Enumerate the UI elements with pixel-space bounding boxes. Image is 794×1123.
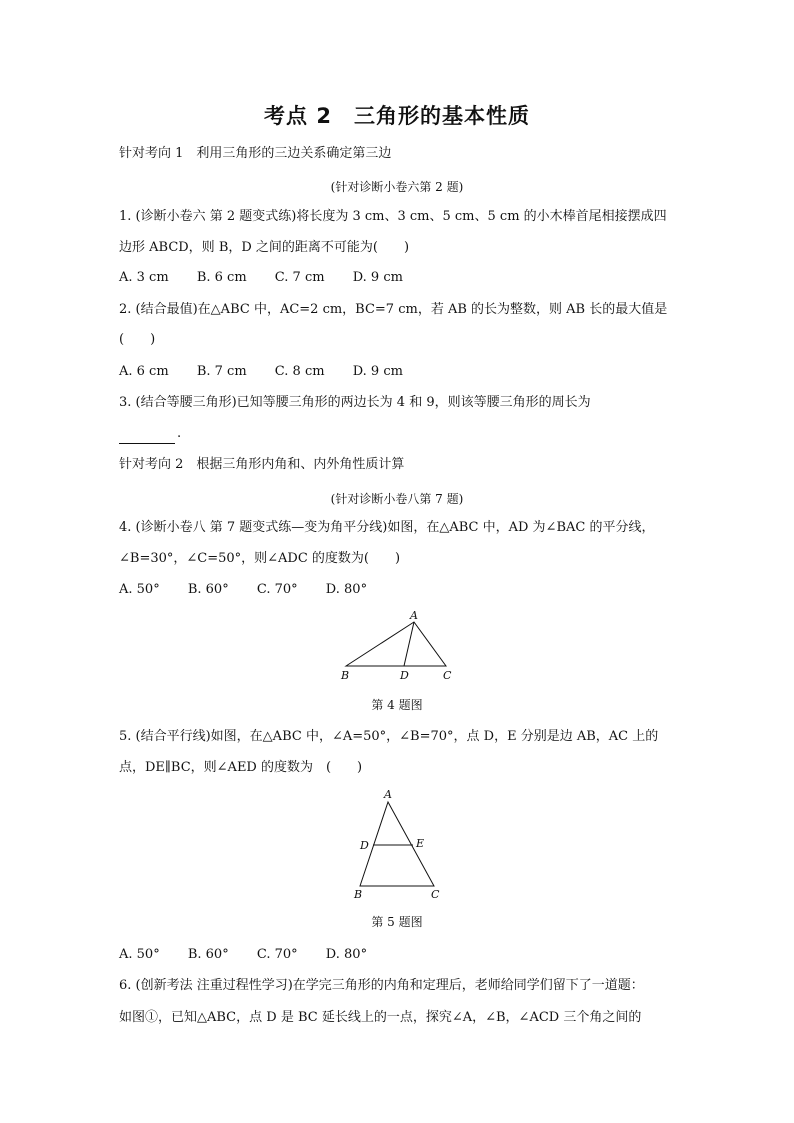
choice-c: C. 70°	[256, 582, 298, 597]
question-6-line-2: 如图①，已知△ABC，点 D 是 BC 延长线上的一点，探究∠A，∠B，∠ACD 三个角之间的	[119, 1010, 642, 1025]
figure-5-triangle	[346, 786, 446, 904]
question-2-line-1: 2. (结合最值)在△ABC 中，AC=2 cm，BC=7 cm，若 AB 的长为整数，则 AB 长的最大值是	[119, 302, 668, 317]
section-heading-2: 针对考向 2 根据三角形内角和、内外角性质计算	[119, 457, 405, 472]
section-note-2: (针对诊断小卷八第 7 题)	[330, 492, 464, 506]
question-1-line-2: 边形 ABCD，则 B，D 之间的距离不可能为( )	[119, 240, 410, 255]
question-3-end: .	[177, 426, 182, 441]
choice-a: A. 6 cm	[119, 364, 169, 379]
choice-b: B. 6 cm	[196, 270, 247, 285]
question-6-line-1: 6. (创新考法 注重过程性学习)在学完三角形的内角和定理后，老师给同学们留下了一道题：	[119, 978, 644, 993]
question-4-line-1: 4. (诊断小卷八 第 7 题变式练—变为角平分线)如图，在△ABC 中，AD 为∠BAC 的平分线，	[119, 520, 655, 535]
point-label-c: C	[431, 888, 440, 901]
point-label-a: A	[384, 788, 392, 801]
choice-c: C. 7 cm	[274, 270, 325, 285]
bisector-ad	[404, 622, 414, 666]
question-3-line-2	[119, 424, 181, 444]
choice-b: B. 60°	[187, 582, 229, 597]
figure-5-caption: 第 5 题图	[371, 915, 423, 929]
choice-a: A. 50°	[119, 947, 160, 962]
choice-d: D. 80°	[325, 947, 368, 962]
figure-4-triangle	[336, 606, 466, 686]
choice-b: B. 7 cm	[196, 364, 247, 379]
choice-a: A. 3 cm	[119, 270, 169, 285]
figure-4-caption: 第 4 题图	[371, 698, 423, 712]
question-5-line-1: 5. (结合平行线)如图，在△ABC 中，∠A=50°，∠B=70°，点 D，E 分别是边 AB，AC 上的	[119, 729, 659, 744]
point-label-b: B	[341, 669, 350, 682]
question-4-choices	[119, 580, 391, 600]
page-title: 考点 2 三角形的基本性质	[264, 104, 530, 128]
section-heading-1: 针对考向 1 利用三角形的三边关系确定第三边	[119, 146, 392, 161]
point-label-d: D	[360, 839, 369, 852]
answer-blank[interactable]	[119, 429, 175, 444]
section-note-1: (针对诊断小卷六第 2 题)	[330, 180, 464, 194]
question-5-choices	[119, 945, 391, 965]
question-2-line-2: ( )	[119, 332, 156, 347]
question-1-choices	[119, 268, 427, 288]
question-3-line-1: 3. (结合等腰三角形)已知等腰三角形的两边长为 4 和 9，则该等腰三角形的周长为	[119, 395, 591, 410]
point-label-a: A	[410, 609, 418, 622]
choice-d: D. 80°	[325, 582, 368, 597]
point-label-b: B	[354, 888, 363, 901]
point-label-e: E	[416, 837, 425, 850]
choice-d: D. 9 cm	[352, 270, 403, 285]
choice-a: A. 50°	[119, 582, 160, 597]
question-1-line-1: 1. (诊断小卷六 第 2 题变式练)将长度为 3 cm、3 cm、5 cm、5 cm 的小木棒首尾相接摆成四	[119, 209, 667, 224]
choice-d: D. 9 cm	[352, 364, 403, 379]
choice-b: B. 60°	[187, 947, 229, 962]
point-label-c: C	[443, 669, 452, 682]
question-4-line-2: ∠B=30°，∠C=50°，则∠ADC 的度数为( )	[119, 551, 401, 566]
question-2-choices	[119, 362, 427, 382]
point-label-d: D	[400, 669, 409, 682]
question-5-line-2: 点，DE∥BC，则∠AED 的度数为 ( )	[119, 760, 363, 775]
choice-c: C. 8 cm	[274, 364, 325, 379]
triangle-abc	[346, 622, 446, 666]
choice-c: C. 70°	[256, 947, 298, 962]
